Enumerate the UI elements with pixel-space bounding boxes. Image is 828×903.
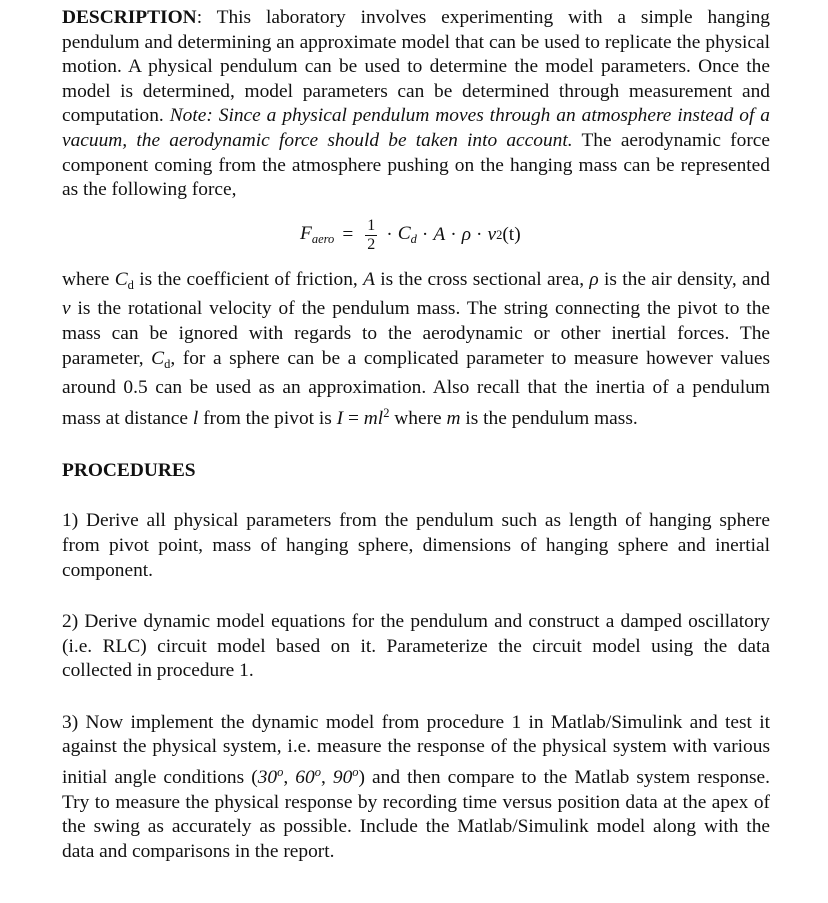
aero-force-formula: [62, 207, 770, 267]
procedure-item-1: 1) Derive all physical parameters from the pendulum such as length of hanging sphere from pivot point, mass of hanging sphere, dimensions of hanging sphere and inertial component.: [62, 510, 770, 581]
procedure-item-2: 2) Derive dynamic model equations for the pendulum and construct a damped oscillatory (i.e. RLC) circuit model based on it. Parameterize the circuit model using the data collected in procedure 1.: [62, 611, 770, 682]
formula-area: A: [433, 224, 446, 246]
formula-dot: ·: [386, 224, 393, 246]
formula-dot: ·: [476, 224, 483, 246]
description-after-note: The aerodynamic force component coming from the atmosphere pushing on the hanging mass can be represented as the following force,: [62, 129, 770, 201]
where-paragraph: where $C_d$ is the coefficient of friction, A is the cross sectional area, ρ is the air density, and v is the rotational velocity of the pendulum mass. The string connecting the pivot to the mass can be ignored with regards to the aerodynamic or other inertial forces. The parameter, $C_d$, for a sphere can be a complicated parameter to measure however values around 0.5 can be used as an approximation. Also recall that the inertia of a pendulum mass at distance l from the pivot is $I = ml^2$ where m is the pendulum mass.: [62, 268, 771, 429]
formula-fraction: $\frac{1}{2}$: [367, 216, 376, 253]
description-note: Note: Since a physical pendulum moves through an atmosphere instead of a vacuum, the aerodynamic force should be taken into account.: [62, 105, 770, 151]
document-page: [62, 6, 770, 891]
formula-t-arg: (t): [502, 224, 521, 246]
procedure-item-3: 3) Now implement the dynamic model from procedure 1 in Matlab/Simulink and test it against the physical system, i.e. measure the response of the physical system with various initial angle conditions (30$^o$, 60$^o$, 90$^o$) and then compare to the Matlab system response. Try to measure the physical response by recording time versus position data at the apex of the swing as accurately as possible. Include the Matlab/Simulink model along with the data and comparisons in the report.: [62, 711, 770, 862]
formula-v: v: [487, 224, 497, 246]
formula-dot: ·: [450, 224, 457, 246]
formula-cd: $C_d$: [397, 223, 417, 247]
formula-lhs: $F_{aero}$: [300, 223, 335, 247]
description-heading: DESCRIPTION: [62, 7, 197, 28]
description-intro: : This laboratory involves experimenting with a simple hanging pendulum and determining an approximate model that can be used to replicate the physical motion. A physical pendulum can be used to determine the model parameters. Once the model is determined, model parameters can be determined through measurement and computation.: [62, 7, 770, 127]
formula-dot: ·: [421, 224, 429, 246]
formula-v-squared: 2: [496, 227, 503, 242]
formula-equals: =: [342, 224, 354, 246]
description-paragraph: [62, 6, 770, 203]
procedures-heading: PROCEDURES: [62, 460, 196, 482]
formula-rho: ρ: [461, 224, 472, 246]
